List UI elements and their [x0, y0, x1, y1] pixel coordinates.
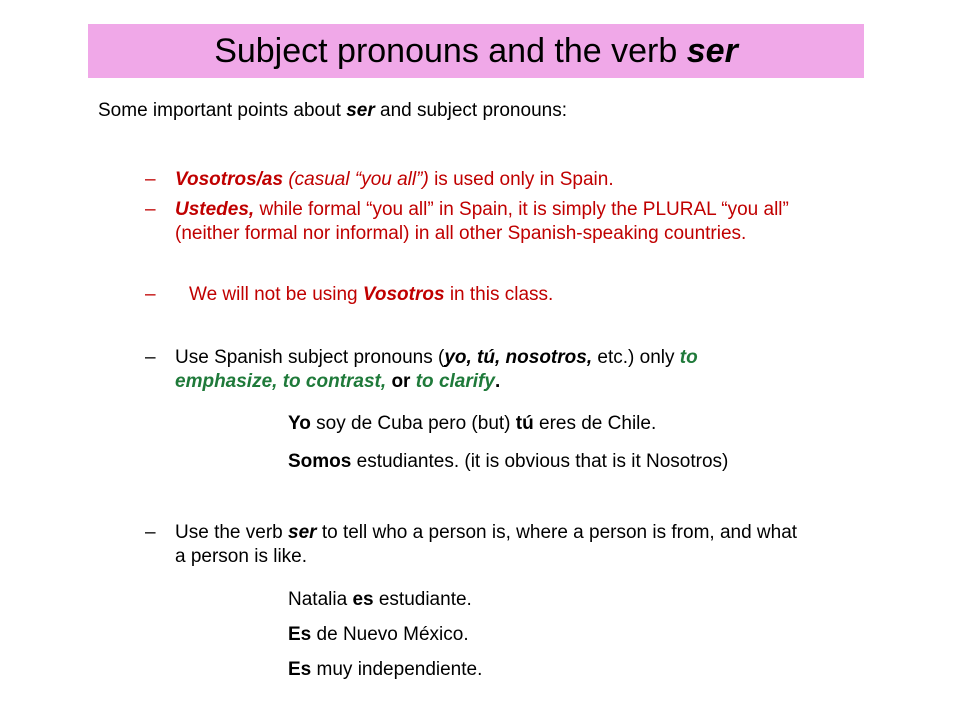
intro-text: Some important points about ser and subject pronouns:	[98, 100, 567, 121]
example-somos: Somos estudiantes. (it is obvious that is it Nosotros)	[288, 451, 729, 472]
example-nuevo-mexico: Es de Nuevo México.	[288, 624, 469, 645]
bullet-not-using: – We will not be using Vosotros in this class.	[145, 284, 554, 305]
bullet-use-ser: – Use the verb ser to tell who a person is, where a person is from, and what a person is like.	[145, 522, 798, 567]
title-banner	[88, 24, 864, 78]
bullet-use-pronouns: – Use Spanish subject pronouns (yo, tú, nosotros, etc.) only to emphasize, to contrast, or to clarify.	[145, 347, 698, 392]
example-natalia: Natalia es estudiante.	[288, 589, 472, 610]
example-independiente: Es muy independiente.	[288, 659, 483, 680]
bullet-ustedes: – Ustedes, while formal “you all” in Spain, it is simply the PLURAL “you all” (neither formal nor informal) in all other Spanish-speaking countries.	[145, 199, 789, 244]
bullet-vosotros: – Vosotros/as (casual “you all”) is used only in Spain.	[145, 169, 614, 190]
title-text: Subject pronouns and the verb	[214, 31, 678, 70]
title-verb: ser	[686, 31, 738, 70]
slide-title	[214, 32, 738, 71]
example-yo-tu: Yo soy de Cuba pero (but) tú eres de Chile.	[288, 413, 657, 434]
